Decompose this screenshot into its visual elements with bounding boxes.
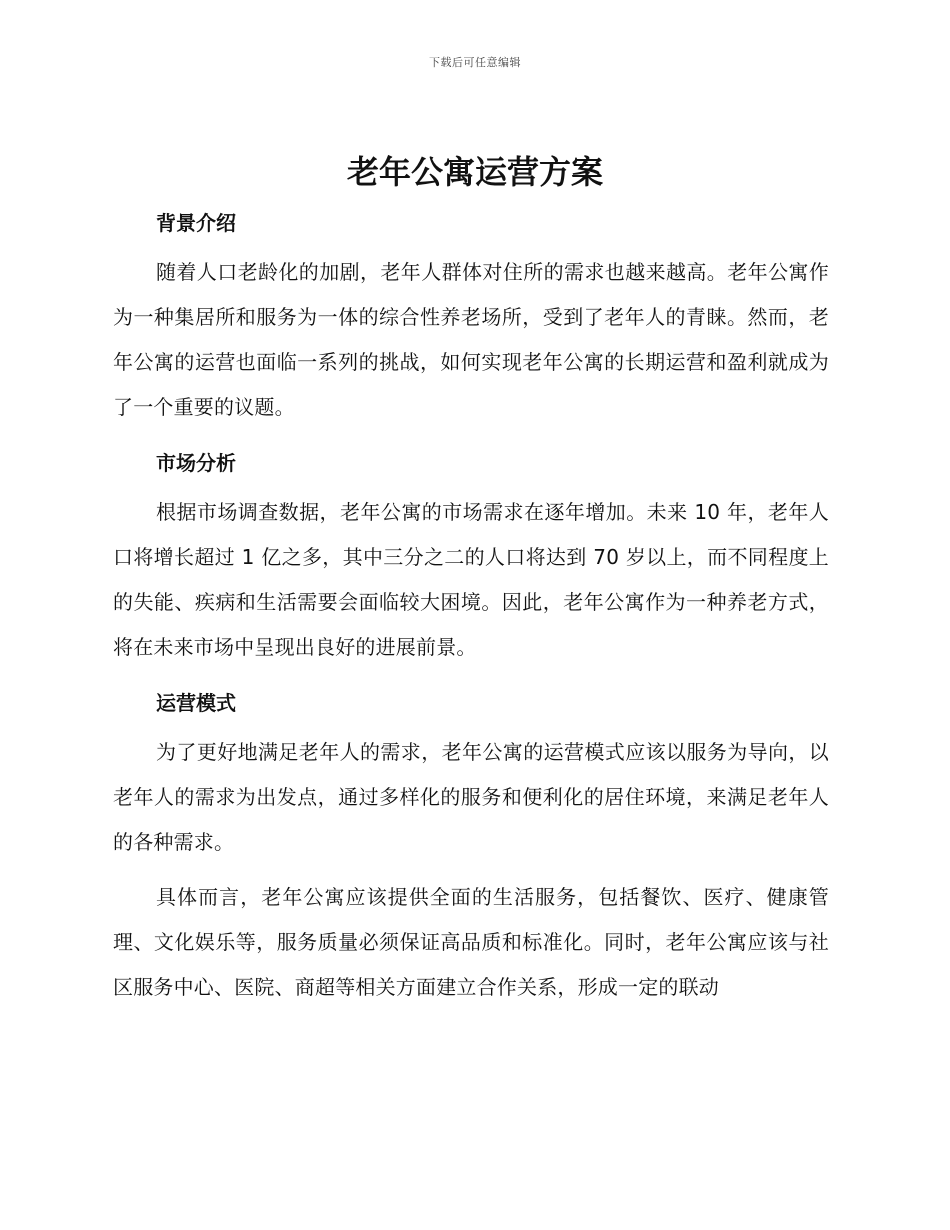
paragraph: 具体而言，老年公寓应该提供全面的生活服务，包括餐饮、医疗、健康管理、文化娱乐等，服务质量必须保证高品质和标准化。同时，老年公寓应该与社区服务中心、医院、商超等相关方面建立合作关系，形成一定的联动 [113, 885, 829, 999]
document-title: 老年公寓运营方案 [346, 153, 603, 191]
paragraph: 根据市场调查数据，老年公寓的市场需求在逐年增加。未来 10 年，老年人口将增长超过 1 亿之多，其中三分之二的人口将达到 70 岁以上，而不同程度上的失能、疾病和生活需要会面临较大困境。因此，老年公寓作为一种养老方式，将在未来市场中呈现出良好的进展前景。 [113, 500, 829, 659]
paragraph: 随着人口老龄化的加剧，老年人群体对住所的需求也越来越高。老年公寓作为一种集居所和服务为一体的综合性养老场所，受到了老年人的青睐。然而，老年公寓的运营也面临一系列的挑战，如何实现老年公寓的长期运营和盈利就成为了一个重要的议题。 [113, 260, 829, 419]
section-heading: 市场分析 [156, 451, 236, 475]
section-market-analysis [113, 440, 829, 670]
paragraph: 为了更好地满足老年人的需求，老年公寓的运营模式应该以服务为导向，以老年人的需求为出发点，通过多样化的服务和便利化的居住环境，来满足老年人的各种需求。 [113, 740, 829, 854]
section-background [113, 200, 829, 430]
section-heading: 运营模式 [156, 691, 236, 715]
section-heading: 背景介绍 [156, 211, 236, 235]
section-operation-model [113, 680, 829, 1010]
page-header: 下载后可任意编辑 [429, 56, 521, 69]
document-body [113, 200, 829, 1020]
